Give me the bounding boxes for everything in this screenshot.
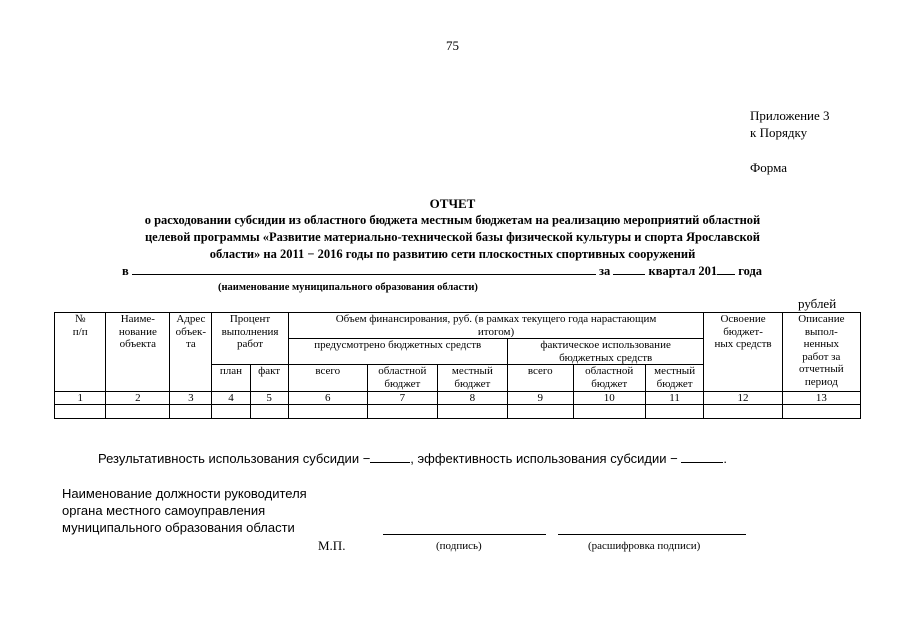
page-number: 75: [446, 38, 459, 53]
column-number: 8: [437, 391, 507, 405]
column-number: 7: [367, 391, 437, 405]
empty-cell[interactable]: [288, 405, 367, 419]
empty-cell[interactable]: [437, 405, 507, 419]
empty-cell[interactable]: [55, 405, 106, 419]
signature-label: (подпись): [436, 540, 482, 552]
header-provided-local: местный бюджет: [437, 365, 507, 391]
year-blank[interactable]: [717, 263, 735, 275]
report-subtitle-line-2: целевой программы «Развитие материально-технической базы физической культуры и спорта Ярославской: [144, 230, 760, 244]
header-actual-local: местный бюджет: [645, 365, 704, 391]
column-number: 13: [782, 391, 860, 405]
header-number: № п/п: [55, 313, 106, 392]
municipality-hint: (наименование муниципального образования области): [218, 282, 478, 293]
municipality-blank[interactable]: [132, 263, 596, 275]
quarter-prefix: за: [599, 264, 611, 278]
empty-cell[interactable]: [704, 405, 782, 419]
column-number: 9: [507, 391, 573, 405]
efficiency-label: , эффективность использования субсидии −: [410, 451, 678, 466]
decryption-label: (расшифровка подписи): [588, 540, 701, 552]
empty-cell[interactable]: [782, 405, 860, 419]
column-number: 4: [212, 391, 250, 405]
result-blank[interactable]: [370, 452, 410, 463]
appendix-order: к Порядку: [750, 125, 808, 140]
quarter-label: квартал 201: [648, 264, 718, 278]
quarter-blank[interactable]: [613, 263, 645, 275]
head-position-line-2: органа местного самоуправления: [62, 503, 266, 518]
header-volume: Объем финансирования, руб. (в рамках текущего года нарастающим итогом): [288, 313, 704, 339]
header-actual: фактическое использование бюджетных средств: [507, 339, 704, 365]
column-number: 12: [704, 391, 782, 405]
decryption-line[interactable]: [558, 534, 746, 535]
empty-cell[interactable]: [507, 405, 573, 419]
empty-cell[interactable]: [250, 405, 288, 419]
report-table: [54, 312, 861, 419]
empty-cell[interactable]: [106, 405, 170, 419]
result-line: [98, 451, 727, 466]
header-actual-total: всего: [507, 365, 573, 391]
empty-cell[interactable]: [645, 405, 704, 419]
units-label: рублей: [798, 296, 837, 311]
header-address: Адрес объек- та: [170, 313, 212, 392]
stamp-label: М.П.: [318, 538, 346, 553]
year-label: года: [738, 264, 763, 278]
form-label: Форма: [750, 160, 787, 175]
efficiency-blank[interactable]: [681, 452, 723, 463]
header-plan: план: [212, 365, 250, 391]
result-end: .: [723, 451, 727, 466]
header-percent: Процент выполнения работ: [212, 313, 288, 365]
appendix-number: Приложение 3: [750, 108, 830, 123]
result-label: Результативность использования субсидии −: [98, 451, 371, 466]
header-development: Освоение бюджет- ных средств: [704, 313, 782, 392]
signature-line[interactable]: [383, 534, 546, 535]
empty-cell[interactable]: [367, 405, 437, 419]
header-provided-total: всего: [288, 365, 367, 391]
column-number: 2: [106, 391, 170, 405]
header-fact: факт: [250, 365, 288, 391]
column-number-row: [55, 391, 861, 405]
header-actual-regional: областной бюджет: [573, 365, 645, 391]
column-number: 3: [170, 391, 212, 405]
header-description: Описание выпол- ненных работ за отчетный период: [782, 313, 860, 392]
column-number: 11: [645, 391, 704, 405]
column-number: 1: [55, 391, 106, 405]
head-position-line-3: муниципального образования области: [62, 520, 295, 535]
empty-cell[interactable]: [212, 405, 250, 419]
header-provided: предусмотрено бюджетных средств: [288, 339, 507, 365]
column-number: 6: [288, 391, 367, 405]
column-number: 10: [573, 391, 645, 405]
head-position-line-1: Наименование должности руководителя: [62, 486, 307, 501]
column-number: 5: [250, 391, 288, 405]
header-object-name: Наиме- нование объекта: [106, 313, 170, 392]
in-prefix: в: [122, 264, 129, 278]
empty-cell[interactable]: [573, 405, 645, 419]
table-row: [55, 405, 861, 419]
report-subtitle-line-3: области» на 2011 − 2016 годы по развитию сети плоскостных спортивных сооружений: [209, 247, 696, 261]
report-heading: ОТЧЕТ: [429, 196, 476, 211]
header-provided-regional: областной бюджет: [367, 365, 437, 391]
municipality-line: [122, 263, 762, 279]
empty-cell[interactable]: [170, 405, 212, 419]
report-subtitle-line-1: о расходовании субсидии из областного бюджета местным бюджетам на реализацию мероприятий областной: [144, 213, 761, 227]
